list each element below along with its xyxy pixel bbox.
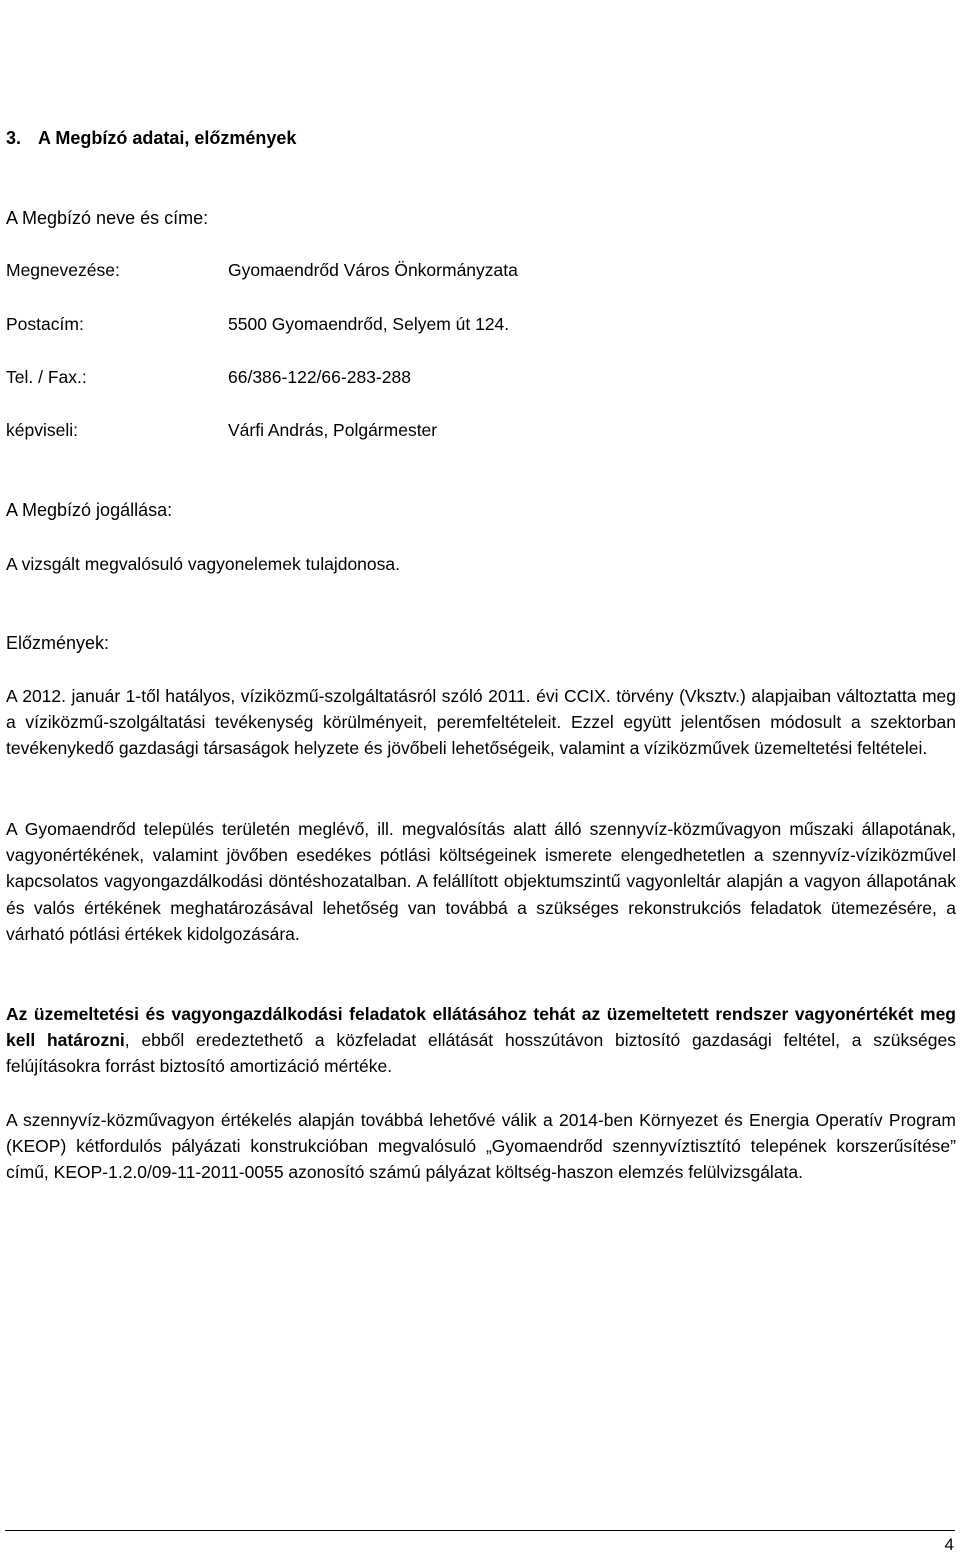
client-row-value: Várfi András, Polgármester [228,420,438,440]
client-row-value: 66/386-122/66-283-288 [228,367,411,387]
background-paragraph-3 [6,1001,956,1080]
page-number: 4 [944,1535,954,1554]
background-paragraph-4: A szennyvíz-közművagyon értékelés alapján továbbá lehetővé válik a 2014-ben Környezet és Energia Operatív Program (KEOP) kétfordulós pályázati konstrukcióban megvalósuló „Gyomaendrőd szennyvíztisztító telepének korszerűsítése” című, KEOP-1.2.0/09-11-2011-0055 azonosító számú pályázat költség-haszon elemzés felülvizsgálata. [6,1110,956,1183]
legal-status-subtitle: A Megbízó jogállása: [6,500,173,520]
background-paragraph-1: A 2012. január 1-től hatályos, víziközmű-szolgáltatásról szóló 2011. évi CCIX. törvény (Vksztv.) alapjaiban változtatta meg a víziközmű-szolgáltatási tevékenység körülményeit, peremfeltételeit. Ezzel együtt jelentősen módosult a szektorban tevékenykedő gazdasági társaságok helyzete és jövőbeli lehetőségeik, valamint a víziközművek üzemeltetési feltételei. [6,686,956,759]
background-paragraph-2: A Gyomaendrőd település területén meglévő, ill. megvalósítás alatt álló szennyvíz-közművagyon műszaki állapotának, vagyonértékének, valamint jövőben esedékes pótlási költségeinek ismerete elengedhetetlen a szennyvíz-víziközművel kapcsolatos vagyongazdálkodási döntéshozatalban. A felállított objektumszintű vagyonleltár alapján a vagyon állapotának és valós értékének meghatározásával lehetőség van továbbá a szükséges rekonstrukciós feladatok ütemezésére, a várható pótlási értékek kidolgozására. [6,819,956,944]
emphasis-text: Az üzemeltetési és vagyongazdálkodási feladatok ellátásához tehát az üzemeltetett rendszer vagyonértékét meg kell határozni [6,1004,956,1051]
client-row-label: Megnevezése: [6,260,120,280]
client-row-label: képviseli: [6,420,78,440]
client-subtitle: A Megbízó neve és címe: [6,208,209,228]
background-subtitle: Előzmények: [6,633,110,653]
paragraph-text: , ebből eredeztethető a közfeladat ellátását hosszútávon biztosító gazdasági feltétel, a szükséges felújításokra forrást biztosító amortizáció mértéke. [6,1030,956,1077]
client-row-value: 5500 Gyomaendrőd, Selyem út 124. [228,314,510,334]
footer-rule [5,1530,955,1531]
client-row-label: Postacím: [6,314,84,334]
client-row-label: Tel. / Fax.: [6,367,87,387]
section-title: A Megbízó adatai, előzmények [38,128,297,148]
client-row-value: Gyomaendrőd Város Önkormányzata [228,260,518,280]
section-heading [6,128,296,149]
section-number: 3. [6,128,22,148]
legal-status-text: A vizsgált megvalósuló vagyonelemek tulajdonosa. [6,554,400,574]
